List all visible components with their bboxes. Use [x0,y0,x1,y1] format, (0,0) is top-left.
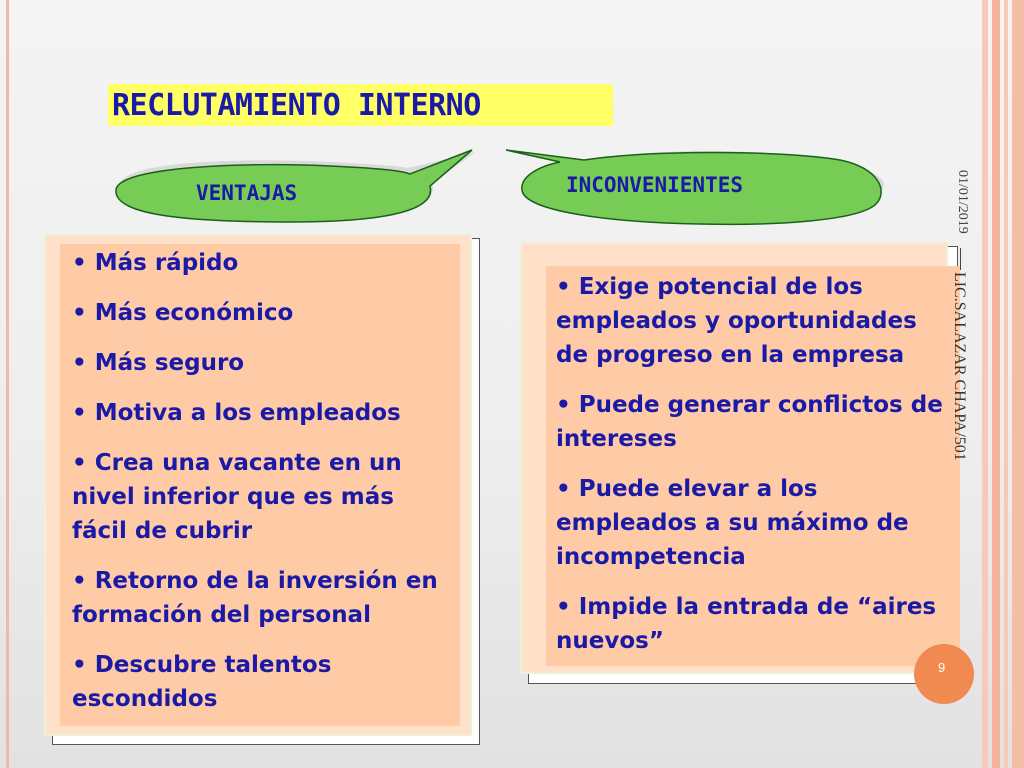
ventajas-item-text: Descubre talentos escondidos [72,652,332,712]
ventajas-item-text: Crea una vacante en un nivel inferior que es más fácil de cubrir [72,450,402,544]
ventajas-item-text: Motiva a los empleados [94,400,401,426]
ventajas-item-text: Más económico [94,300,294,326]
bullet: • [72,400,87,426]
inconvenientes-label: INCONVENIENTES [566,173,744,197]
inconvenientes-panel [546,266,960,666]
ventajas-item [72,564,450,632]
inconvenientes-item [556,590,952,658]
inconvenientes-item [556,270,952,372]
ventajas-panel [60,244,460,726]
inconvenientes-item-text: Puede elevar a los empleados a su máximo de incompetencia [556,476,909,570]
ventajas-item [72,246,450,280]
bullet: • [72,568,87,594]
bullet: • [72,250,87,276]
slide-footer: LIC.SALAZAR CHAPA/501 [951,272,968,461]
ventajas-item-text: Más rápido [94,250,239,276]
ventajas-item [72,296,450,330]
bullet: • [556,476,571,502]
ventajas-item [72,648,450,716]
bullet: • [556,274,571,300]
inconvenientes-item [556,388,952,456]
inconvenientes-list [556,270,952,658]
bullet: • [72,450,87,476]
inconvenientes-item-text: Impide la entrada de “aires nuevos” [556,594,937,654]
inconvenientes-item [556,472,952,574]
ventajas-item [72,446,450,548]
footer-divider [960,248,961,270]
ventajas-item [72,396,450,430]
ventajas-item [72,346,450,380]
bullet: • [72,300,87,326]
slide-title: RECLUTAMIENTO INTERNO [112,88,481,123]
inconvenientes-item-text: Puede generar conflictos de intereses [556,392,943,452]
bullet: • [72,652,87,678]
bullet: • [556,392,571,418]
bullet: • [556,594,571,620]
ventajas-item-text: Retorno de la inversión en formación del personal [72,568,438,628]
ventajas-item-text: Más seguro [94,350,245,376]
slide-date: 01/01/2019 [955,170,970,234]
ventajas-list [72,246,450,716]
bullet: • [72,350,87,376]
inconvenientes-item-text: Exige potencial de los empleados y oportunidades de progreso en la empresa [556,274,917,368]
page-number: 9 [938,660,946,675]
ventajas-label: VENTAJAS [196,181,298,205]
